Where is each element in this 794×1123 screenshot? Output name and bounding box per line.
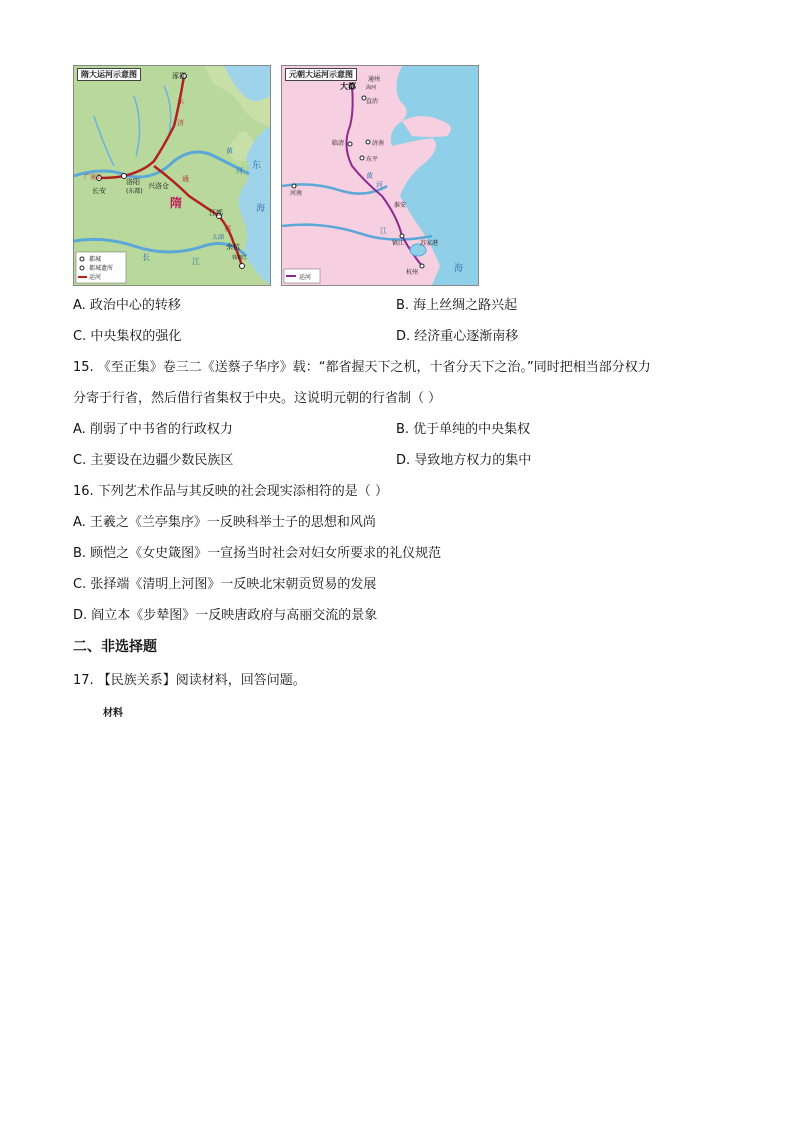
label-yuhang: 余杭 [226, 243, 240, 251]
label-luoyang: 洛阳 [126, 178, 140, 186]
label-han: 邗 [224, 225, 231, 233]
label-changan: 长安 [92, 187, 106, 195]
label-zhenjiang: 镇江 [392, 240, 405, 247]
label-jiangdu: 江都 [209, 209, 223, 217]
label-xingluo: 兴洛仓 [148, 182, 169, 190]
label-jiang: 江 [192, 257, 200, 266]
label-zhigu: 直沽 [366, 98, 379, 105]
label-dongping: 东平 [366, 156, 379, 163]
sui-map-title: 隋大运河示意图 [77, 68, 141, 81]
legend-canal: 运河 [89, 274, 102, 281]
label-linqing: 临清 [332, 140, 345, 147]
q17-stem: 17. 【民族关系】阅读材料，回答问题。 [73, 673, 306, 688]
legend-capital-site: 都城遗所 [89, 265, 114, 272]
label-zhuojun: 涿郡 [172, 72, 186, 80]
label-tong: 通 [182, 175, 189, 183]
label-yuan-he: 河 [376, 181, 383, 189]
yuan-map-graphic [282, 66, 478, 285]
section2-title: 二、非选择题 [73, 639, 157, 655]
label-haihe: 海河 [366, 85, 377, 91]
q16-stem: 16. 下列艺术作品与其反映的社会现实添相符的是（ ） [73, 484, 388, 499]
q16-option-b: B. 顾恺之《女史箴图》一宣扬当时社会对妇女所要求的礼仪规范 [73, 546, 442, 561]
q15-stem-line2: 分寄于行省，然后借行省集权于中央。这说明元朝的行省制（ ） [73, 391, 442, 406]
q16-option-d: D. 阎立本《步辇图》一反映唐政府与高丽交流的景象 [73, 608, 378, 623]
q15-stem-line1: 15. 《至正集》卷三二《送蔡子华序》载：“都省握天下之机，十省分天下之治。”同时把相当部分权力 [73, 360, 651, 375]
q14-option-d: D. 经济重心逐渐南移 [396, 329, 519, 344]
q17-material-label: 材料 [103, 708, 123, 719]
label-qiantang: 钱塘江 [232, 255, 248, 261]
q16-option-a: A. 王羲之《兰亭集序》一反映科举士子的思想和风尚 [73, 515, 376, 530]
q14-option-c: C. 中央集权的强化 [73, 329, 182, 344]
legend-yuan-canal: 运河 [299, 274, 312, 281]
q14-option-b: B. 海上丝绸之路兴起 [396, 298, 518, 313]
legend-capital: 都城 [89, 256, 102, 263]
label-tongzhou: 通州 [368, 76, 381, 83]
label-luoyang-sub: (东都) [126, 188, 143, 195]
label-taihu: 太湖 [212, 234, 225, 241]
label-ji: 济 [177, 119, 184, 127]
label-sui: 隋 [170, 196, 183, 210]
q16-option-c: C. 张择端《清明上河图》一反映北宋朝贡贸易的发展 [73, 577, 377, 592]
label-hangzhou: 杭州 [406, 269, 419, 276]
label-yuan-jiang: 江 [380, 227, 387, 235]
label-jinan: 济南 [372, 140, 385, 147]
label-yuan-hai: 海 [454, 264, 464, 274]
q15-option-a: A. 削弱了中书省的行政权力 [73, 422, 233, 437]
yuan-canal-map [281, 65, 479, 286]
label-chang: 长 [142, 253, 150, 262]
label-henan: 河南 [290, 190, 303, 197]
q14-option-a: A. 政治中心的转移 [73, 298, 181, 313]
sui-canal-map [73, 65, 271, 286]
label-he: 河 [236, 167, 243, 175]
label-huaian: 淮安 [394, 202, 407, 209]
label-yongji: 永 [177, 97, 184, 105]
label-dong: 东 [252, 161, 262, 171]
label-yuan-huang: 黄 [366, 172, 373, 180]
label-hai: 海 [256, 204, 266, 214]
q15-option-b: B. 优于单纯的中央集权 [396, 422, 531, 437]
q15-option-d: D. 导致地方权力的集中 [396, 453, 532, 468]
yuan-map-title: 元朝大运河示意图 [285, 68, 357, 81]
label-sujia: 苏家港 [420, 240, 439, 247]
label-dadu: 大都 [340, 82, 356, 91]
label-guangtong: 广通渠 [84, 174, 103, 181]
q15-option-c: C. 主要设在边疆少数民族区 [73, 453, 234, 468]
label-huang: 黄 [226, 147, 233, 155]
